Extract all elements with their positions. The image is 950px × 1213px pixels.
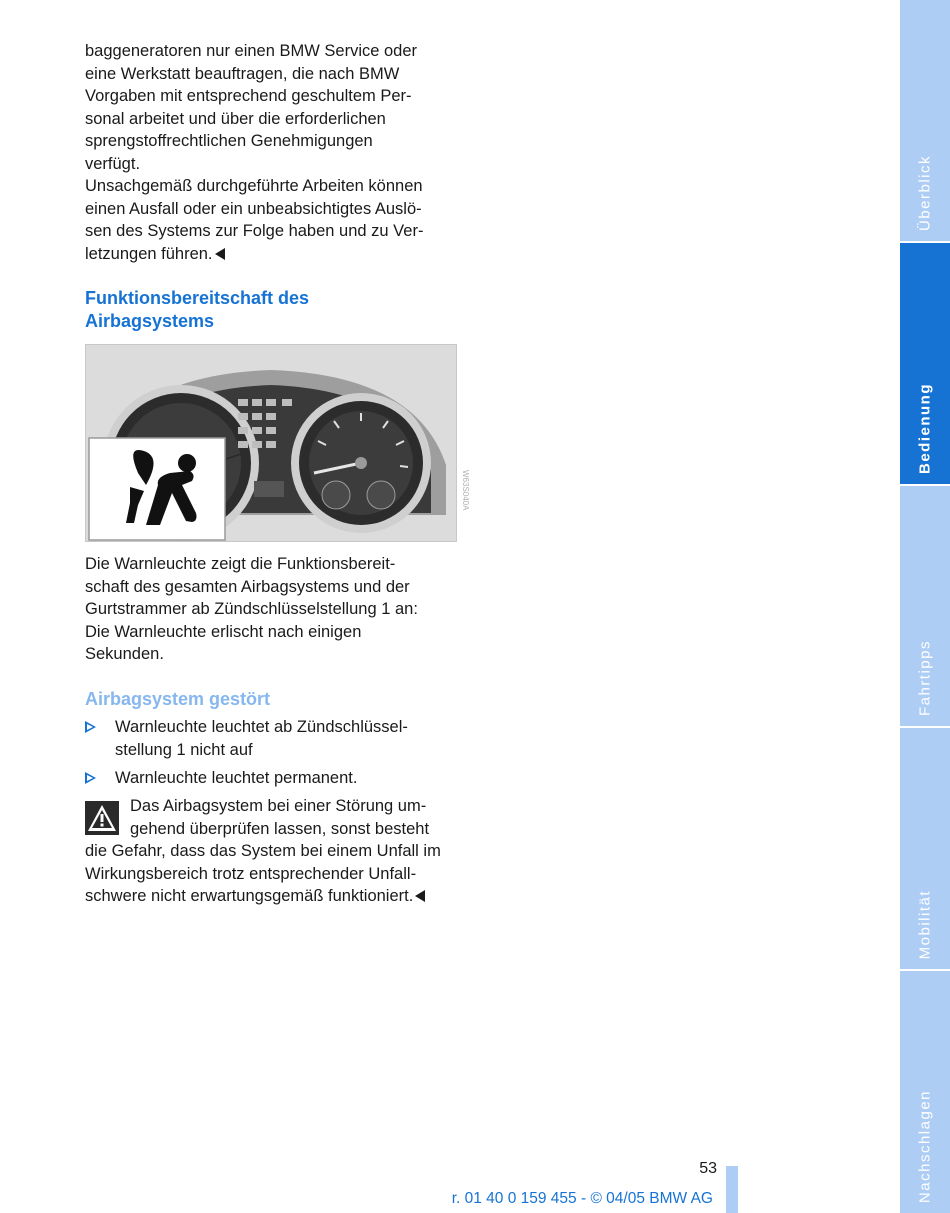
text-line: die Gefahr, dass das System bei einem Unfall im	[85, 842, 441, 860]
page-number: 53	[699, 1160, 717, 1177]
text-line: letzungen führen.	[85, 244, 213, 263]
page-number-bar	[726, 1166, 738, 1213]
text-line: Sekunden.	[85, 645, 164, 663]
text-line: eine Werkstatt beauftragen, die nach BMW	[85, 64, 400, 83]
tab-ueberblick[interactable]	[900, 0, 950, 243]
section1-paragraph	[85, 553, 457, 666]
tab-label: Fahrtipps	[916, 639, 934, 716]
text-line: Unsachgemäß durchgeführte Arbeiten können	[85, 177, 423, 195]
text-line: einen Ausfall oder ein unbeabsichtigtes Auslö-	[85, 199, 422, 218]
heading-line: Airbagsystems	[85, 310, 215, 331]
text-line: sen des Systems zur Folge haben und zu Ver-	[85, 222, 424, 240]
footer-text: r. 01 40 0 159 455 - © 04/05 BMW AG	[451, 1190, 713, 1207]
heading-line: Funktionsbereitschaft des	[85, 288, 310, 308]
tab-nachschlagen[interactable]	[900, 971, 950, 1213]
text-line: Die Warnleuchte zeigt die Funktionsbereit-	[85, 555, 396, 573]
bullet-triangle-icon	[85, 721, 96, 733]
figure-code: W63S040A	[461, 470, 470, 511]
text-line: Wirkungsbereich trotz entsprechender Unfall-	[85, 864, 417, 883]
tab-label: Bedienung	[916, 383, 934, 474]
text-line: Die Warnleuchte erlischt nach einigen	[85, 622, 362, 641]
tab-fahrtipps[interactable]	[900, 486, 950, 728]
text-line: sprengstoffrechtlichen Genehmigungen	[85, 132, 373, 150]
text-line: Warnleuchte leuchtet permanent.	[115, 769, 358, 787]
text-line: stellung 1 nicht auf	[115, 740, 253, 759]
tab-label: Überblick	[916, 154, 934, 231]
tab-label: Nachschlagen	[916, 1089, 934, 1203]
end-mark-icon	[215, 248, 225, 260]
chapter-sidebar	[900, 0, 950, 1213]
list-item	[85, 767, 457, 790]
instrument-cluster-figure	[85, 344, 457, 542]
text-line: Warnleuchte leuchtet ab Zündschlüssel-	[115, 718, 408, 736]
text-line: verfügt.	[85, 154, 141, 173]
section-heading-airbag-fault	[85, 688, 457, 711]
text-line-with-end-mark	[85, 885, 457, 908]
text-line: sonal arbeitet und über die erforderlichen	[85, 109, 386, 128]
intro-paragraph	[85, 40, 457, 265]
heading-line: Airbagsystem gestört	[85, 689, 271, 709]
text-line: schwere nicht erwartungsgemäß funktioniert.	[85, 887, 414, 905]
instrument-cluster-illustration	[86, 345, 456, 541]
end-mark-icon	[415, 890, 425, 902]
tab-mobilitaet[interactable]	[900, 728, 950, 971]
text-line: Gurtstrammer ab Zündschlüsselstellung 1 an:	[85, 600, 418, 618]
text-line: Vorgaben mit entsprechend geschultem Per-	[85, 87, 412, 105]
tab-bedienung[interactable]	[900, 243, 950, 486]
tab-label: Mobilität	[916, 889, 934, 959]
text-line-with-end-mark	[85, 243, 457, 266]
text-line: Das Airbagsystem bei einer Störung um-	[130, 797, 427, 815]
section-heading-airbag-readiness	[85, 287, 457, 332]
text-line: baggeneratoren nur einen BMW Service oder	[85, 42, 418, 60]
text-line: gehend überprüfen lassen, sonst besteht	[130, 819, 430, 838]
list-item	[85, 716, 457, 761]
text-line: schaft des gesamten Airbagsystems und der	[85, 577, 410, 596]
bullet-triangle-icon	[85, 772, 96, 784]
warning-note	[85, 795, 457, 908]
